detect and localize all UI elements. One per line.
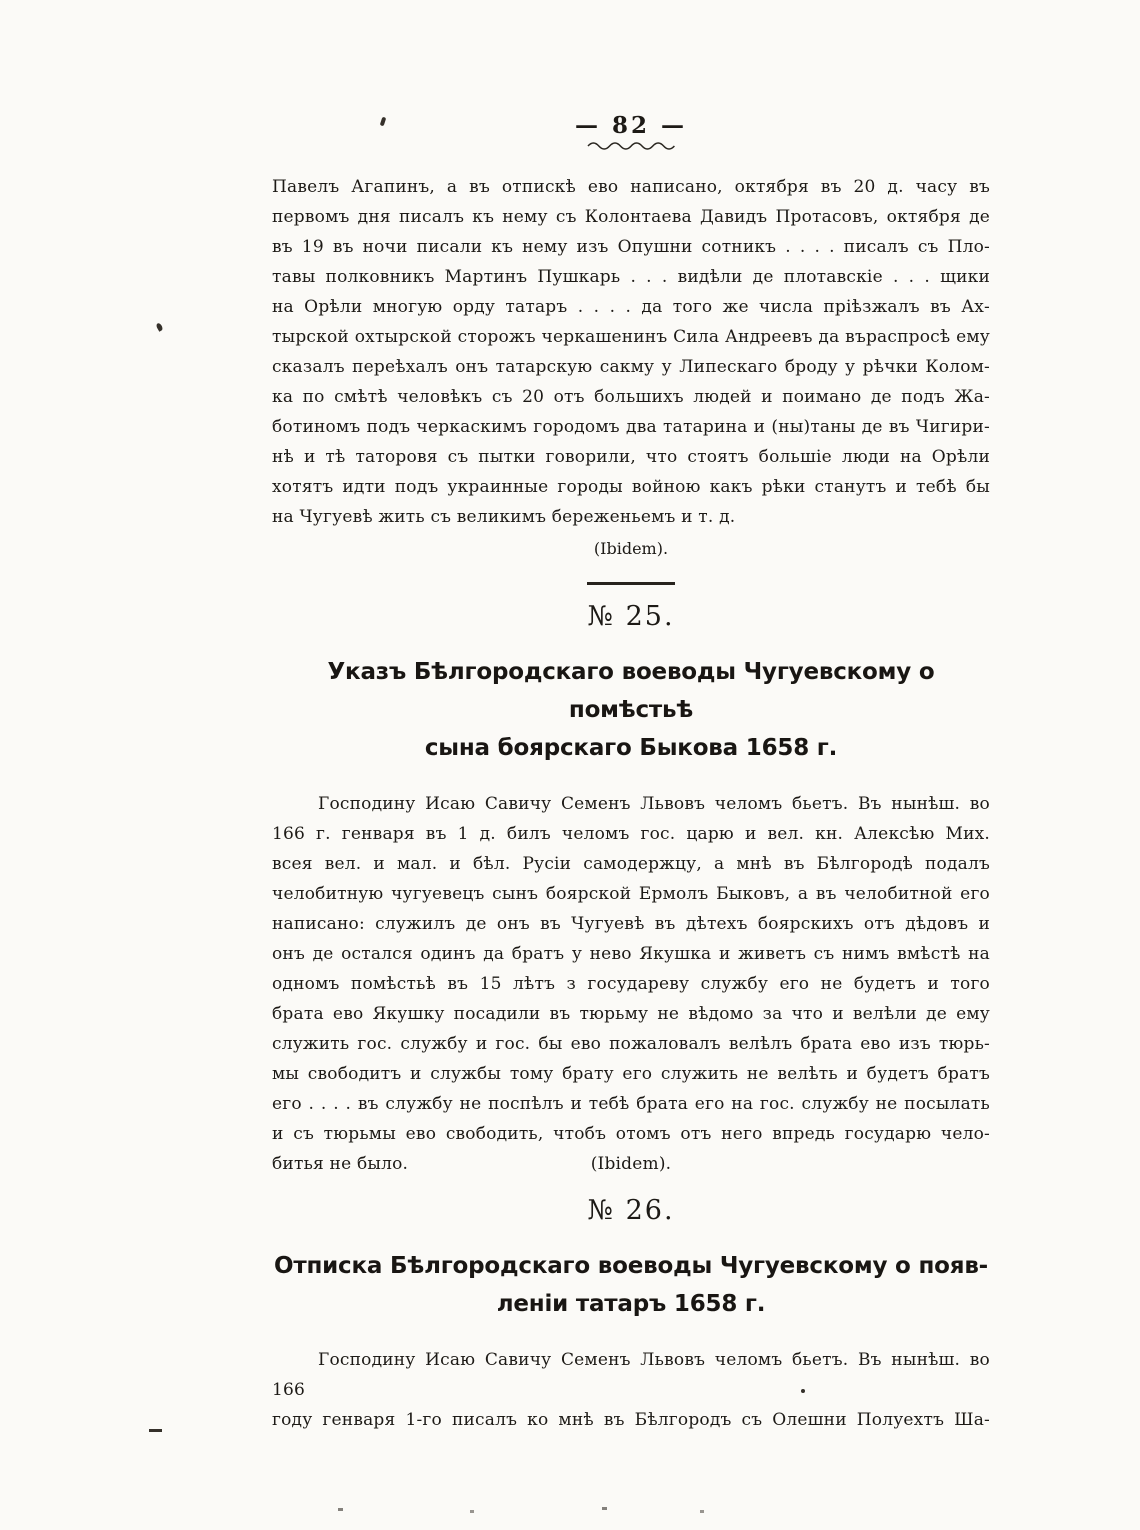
doc25-title — [272, 653, 990, 767]
text-line: году генваря 1-го писалъ ко мнѣ въ Бѣлгородъ съ Олешни Полуехтъ Ша- — [272, 1410, 990, 1430]
text-line: на Орѣли многую орду татаръ . . . . да того же числа пріѣзжалъ въ Ах- — [272, 297, 990, 317]
text-line: брата ево Якушку посадили въ тюрьму не вѣдомо за что и велѣли де ему — [272, 1004, 990, 1024]
text-line: и съ тюрьмы ево свободить, чтобъ отомъ отъ него впредь государю чело- — [272, 1124, 990, 1144]
text-line: его . . . . въ службу не поспѣлъ и тебѣ брата его на гос. службу не посылать — [272, 1094, 990, 1114]
text-line: сказалъ переѣхалъ онъ татарскую сакму у Липескаго броду у рѣчки Колом- — [272, 357, 990, 377]
text-line: леніи татаръ 1658 г. — [496, 1291, 766, 1317]
text-line: Отписка Бѣлгородскаго воеводы Чугуевскому о появ- — [273, 1253, 989, 1279]
text-line: сына боярскаго Быкова 1658 г. — [424, 735, 838, 761]
page-number: — 82 — — [574, 112, 688, 139]
text-line: 166 г. генваря въ 1 д. билъ челомъ гос. царю и вел. кн. Алексѣю Мих. — [272, 824, 990, 844]
text-line: Указъ Бѣлгородскаго воеводы Чугуевскому о помѣстьѣ — [327, 659, 935, 723]
doc25-final-line — [272, 1149, 990, 1179]
doc25-source-citation: (Ibidem). — [590, 1154, 672, 1174]
text-line: хотятъ идти подъ украинные городы войною какъ рѣки станутъ и тебѣ бы — [272, 477, 990, 497]
ink-speck — [338, 1508, 343, 1511]
text-line: служить гос. службу и гос. бы ево пожаловалъ велѣлъ брата ево изъ тюрь- — [272, 1034, 990, 1054]
text-line: ботиномъ подъ черкаскимъ городомъ два татарина и (ны)таны де въ Чигири- — [272, 417, 990, 437]
text-line: на Чугуевѣ жить съ великимъ береженьемъ и т. д. — [272, 507, 736, 527]
ink-speck — [602, 1507, 607, 1510]
text-line: челобитную чугуевецъ сынъ боярской Ермолъ Быковъ, а въ челобитной его — [272, 884, 990, 904]
text-line: нѣ и тѣ таторовя съ пытки говорили, что стоятъ большіе люди на Орѣли — [272, 447, 990, 467]
text-line: Господину Исаю Савичу Семенъ Львовъ челомъ бьетъ. Въ нынѣш. во 166 — [272, 1350, 990, 1400]
doc25-number: № 25. — [587, 601, 675, 632]
text-line: онъ де остался одинъ да братъ у нево Якушка и живетъ съ нимъ вмѣстѣ на — [272, 944, 990, 964]
section-divider — [587, 582, 675, 585]
text-line: тавы полковникъ Мартинъ Пушкарь . . . видѣли де плотавскіе . . . щики — [272, 267, 990, 287]
doc26-title — [272, 1247, 990, 1323]
doc26-number: № 26. — [587, 1195, 675, 1226]
text-line: всея вел. и мал. и бѣл. Русіи самодержцу, а мнѣ въ Бѣлгородѣ подалъ — [272, 854, 990, 874]
doc24-source-citation: (Ibidem). — [593, 539, 669, 558]
text-line: въ 19 въ ночи писали къ нему изъ Опушни сотникъ . . . . писалъ съ Пло- — [272, 237, 990, 257]
text-line: мы свободитъ и службы тому брату его служить не велѣть и будетъ братъ — [272, 1064, 990, 1084]
text-line: Павелъ Агапинъ, а въ отпискѣ ево написано, октября въ 20 д. часу въ — [272, 177, 990, 197]
text-line: ка по смѣтѣ человѣкъ съ 20 отъ большихъ людей и поимано де подъ Жа- — [272, 387, 990, 407]
ink-speck — [149, 1429, 162, 1432]
text-line: тырской охтырской сторожъ черкашенинъ Сила Андреевъ да въраспросѣ ему — [272, 327, 990, 347]
doc24-continuation-paragraph — [272, 172, 990, 532]
page-content — [272, 0, 990, 1435]
text-line: написано: служилъ де онъ въ Чугуевѣ въ дѣтехъ боярскихъ отъ дѣдовъ и — [272, 914, 990, 934]
doc25-body-paragraph — [272, 789, 990, 1179]
ink-speck — [155, 322, 163, 331]
ink-speck — [700, 1510, 704, 1513]
squiggle-underline-icon — [585, 140, 677, 150]
text-line: Господину Исаю Савичу Семенъ Львовъ челомъ бьетъ. Въ нынѣш. во — [318, 794, 990, 814]
ink-speck — [801, 1389, 805, 1393]
doc25-final-text: битья не было. — [272, 1154, 409, 1174]
text-line: первомъ дня писалъ къ нему съ Колонтаева Давидъ Протасовъ, октября де — [272, 207, 990, 227]
doc26-body-paragraph — [272, 1345, 990, 1435]
doc25-body-lines — [272, 789, 990, 1149]
text-line: одномъ помѣстьѣ въ 15 лѣтъ з государеву службу его не будетъ и того — [272, 974, 990, 994]
ink-speck — [470, 1510, 474, 1513]
